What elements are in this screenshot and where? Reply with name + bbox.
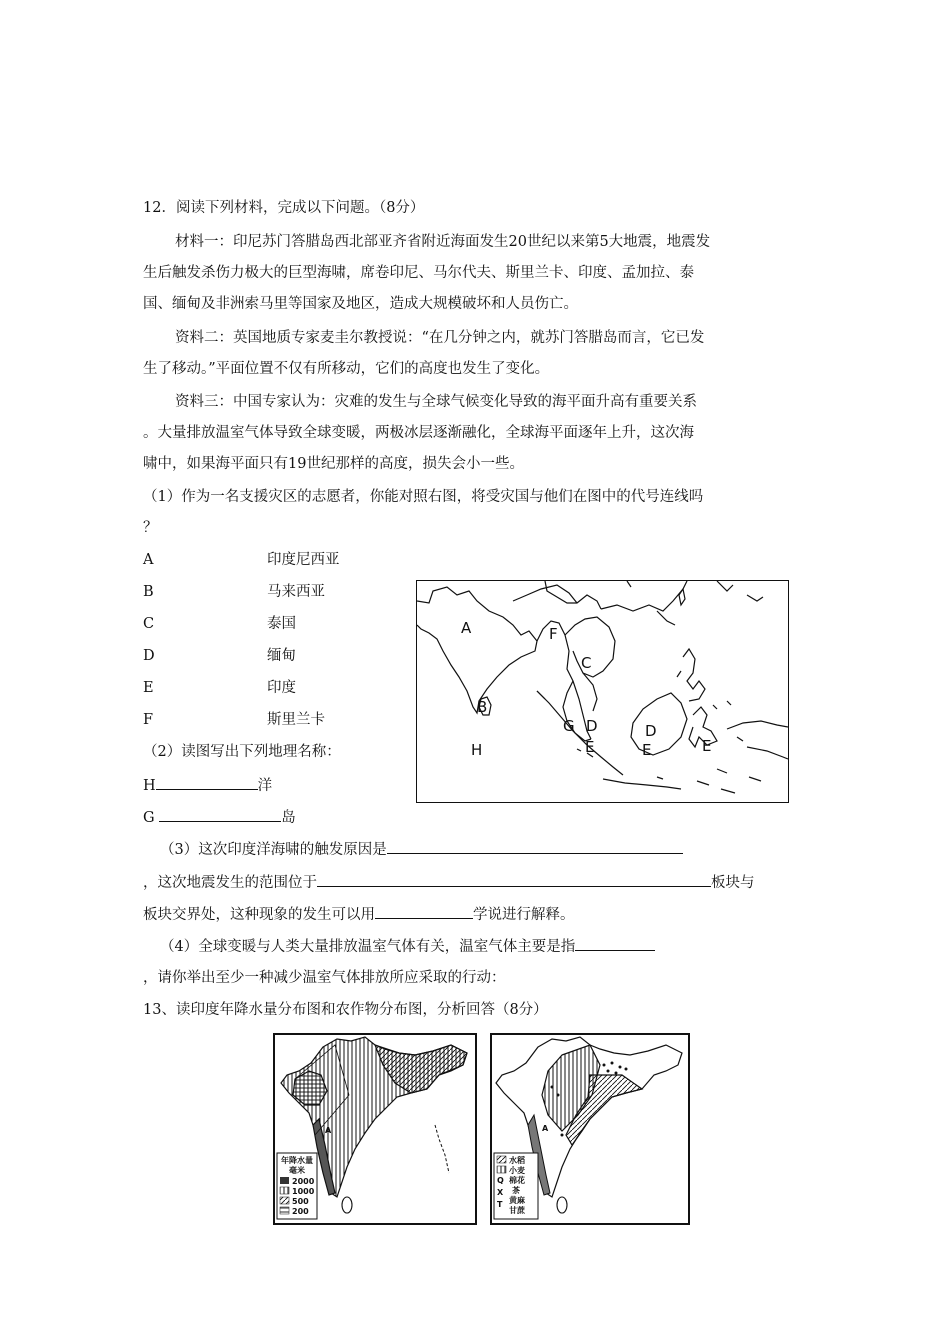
map-label-f: F [549,625,558,643]
crop-legend-swatch-rice [497,1156,506,1163]
material-1-line-2: 生后触发杀伤力极大的巨型海啸，席卷印尼、马尔代夫、斯里兰卡、印度、孟加拉、泰 [143,265,694,281]
crop-legend-tea: 茶 [512,1186,520,1195]
crop-map-letter-a: A [542,1124,549,1133]
part-3-line-3-text-b: 学说进行解释。 [473,907,575,923]
crop-legend-letter-x: X [497,1188,504,1197]
part-3-line-3 [143,903,575,925]
option-code-e: E [143,680,154,696]
part-2-h-row [143,774,272,796]
crop-legend [494,1153,538,1219]
option-code-f: F [143,712,154,728]
crop-legend-letter-q: Q [497,1176,504,1185]
map-letter-labels [461,619,711,759]
rain-legend-swatch-500 [280,1197,289,1204]
option-country-a: 印度尼西亚 [267,552,340,568]
material-1-line-1: 材料一：印尼苏门答腊岛西北部亚齐省附近海面发生20世纪以来第5大地震，地震发 [175,234,711,250]
material-2-line-2: 生了移动。”平面位置不仅有所移动，它们的高度也发生了变化。 [143,361,550,377]
part-2-h-suffix: 洋 [257,778,273,794]
rain-map-letter-a: A [325,1126,332,1135]
rain-legend-1000: 1000 [292,1187,315,1196]
rain-legend-unit: 毫米 [289,1166,305,1175]
part-4-line-1-text: （4）全球变暖与人类大量排放温室气体有关，温室气体主要是指 [160,939,576,955]
material-3-line-2: 。大量排放温室气体导致全球变暖，两极冰层逐渐融化，全球海平面逐年上升，这次海 [143,425,694,441]
part-2-g-suffix: 岛 [281,810,296,826]
map-label-d1: D [586,717,598,735]
crop-legend-swatch-wheat [497,1166,506,1173]
rain-legend-title: 年降水量 [281,1156,313,1165]
india-rainfall-map [273,1033,477,1225]
rainfall-legend [277,1153,317,1219]
crop-legend-sugarcane: 甘蔗 [509,1206,525,1215]
map-label-a: A [461,619,472,637]
part-3-line-1-text: （3）这次印度洋海啸的触发原因是 [160,842,387,858]
option-country-e: 印度 [267,680,296,696]
option-country-f: 斯里兰卡 [267,712,325,728]
option-country-d: 缅甸 [267,648,296,664]
material-2-line-1: 资料二：英国地质专家麦圭尔教授说：“在几分钟之内，就苏门答腊岛而言，它已发 [175,330,705,346]
crop-legend-cotton: 棉花 [509,1176,525,1185]
part-1-line-1: （1）作为一名支援灾区的志愿者，你能对照右图，将受灾国与他们在图中的代号连线吗 [143,489,704,505]
option-code-b: B [143,584,154,600]
southeast-asia-map-svg [417,581,788,802]
rain-legend-swatch-200 [280,1207,289,1214]
part-3-theory-blank[interactable] [375,903,473,919]
option-country-b: 马来西亚 [267,584,325,600]
india-crop-map [490,1033,690,1225]
southeast-asia-map [416,580,789,803]
rain-legend-swatch-2000 [280,1177,289,1184]
map-label-g: G [563,717,575,735]
part-2-g-label: G [143,810,155,826]
part-2-h-blank[interactable] [156,774,258,790]
map-label-h: H [471,741,483,759]
part-3-line-2-text-a: ，这次地震发生的范围位于 [143,875,317,891]
crop-legend-jute: 黄麻 [509,1196,525,1205]
q13-title: 13、读印度年降水量分布图和农作物分布图，分析回答（8分） [143,1002,548,1018]
part-3-range-blank[interactable] [317,871,711,887]
option-code-d: D [143,648,155,664]
part-4-line-2: ，请你举出至少一种减少温室气体排放所应采取的行动： [143,970,506,986]
part-1-line-2: ？ [143,520,158,536]
rain-legend-swatch-1000 [280,1187,289,1194]
option-code-a: A [143,552,154,568]
part-3-line-2 [143,871,755,893]
crop-legend-wheat: 小麦 [509,1166,525,1175]
part-3-line-1 [160,838,683,860]
material-1-line-3: 国、缅甸及非洲索马里等国家及地区，造成大规模破坏和人员伤亡。 [143,296,578,312]
map-label-c: C [581,654,592,672]
part-4-gas-blank[interactable] [575,935,655,951]
crop-legend-rice: 水稻 [509,1156,525,1165]
part-2-prompt: （2）读图写出下列地理名称： [143,744,341,760]
part-3-line-2-text-b: 板块与 [711,875,755,891]
q12-title: 12．阅读下列材料，完成以下问题。（8分） [143,200,425,216]
part-3-line-3-text-a: 板块交界处，这种现象的发生可以用 [143,907,375,923]
option-code-c: C [143,616,155,632]
part-2-g-blank[interactable] [159,806,281,822]
india-rainfall-map-svg [275,1035,475,1223]
part-2-h-label: H [143,778,156,794]
part-4-line-1 [160,935,655,957]
option-country-c: 泰国 [267,616,296,632]
part-3-cause-blank[interactable] [387,838,683,854]
rain-legend-500: 500 [292,1197,309,1206]
part-2-g-row [143,806,296,828]
map-label-d2: D [645,722,657,740]
map-label-e2: E [642,741,652,759]
rain-legend-200: 200 [292,1207,309,1216]
map-label-e3: E [702,737,712,755]
india-crop-map-svg [492,1035,688,1223]
map-label-b: B [477,698,488,716]
material-3-line-3: 啸中，如果海平面只有19世纪那样的高度，损失会小一些。 [143,456,524,472]
crop-legend-letter-t: T [497,1200,503,1209]
map-label-e1: E [585,738,595,756]
material-3-line-1: 资料三：中国专家认为：灾难的发生与全球气候变化导致的海平面升高有重要关系 [175,394,697,410]
rain-legend-2000: 2000 [292,1177,315,1186]
